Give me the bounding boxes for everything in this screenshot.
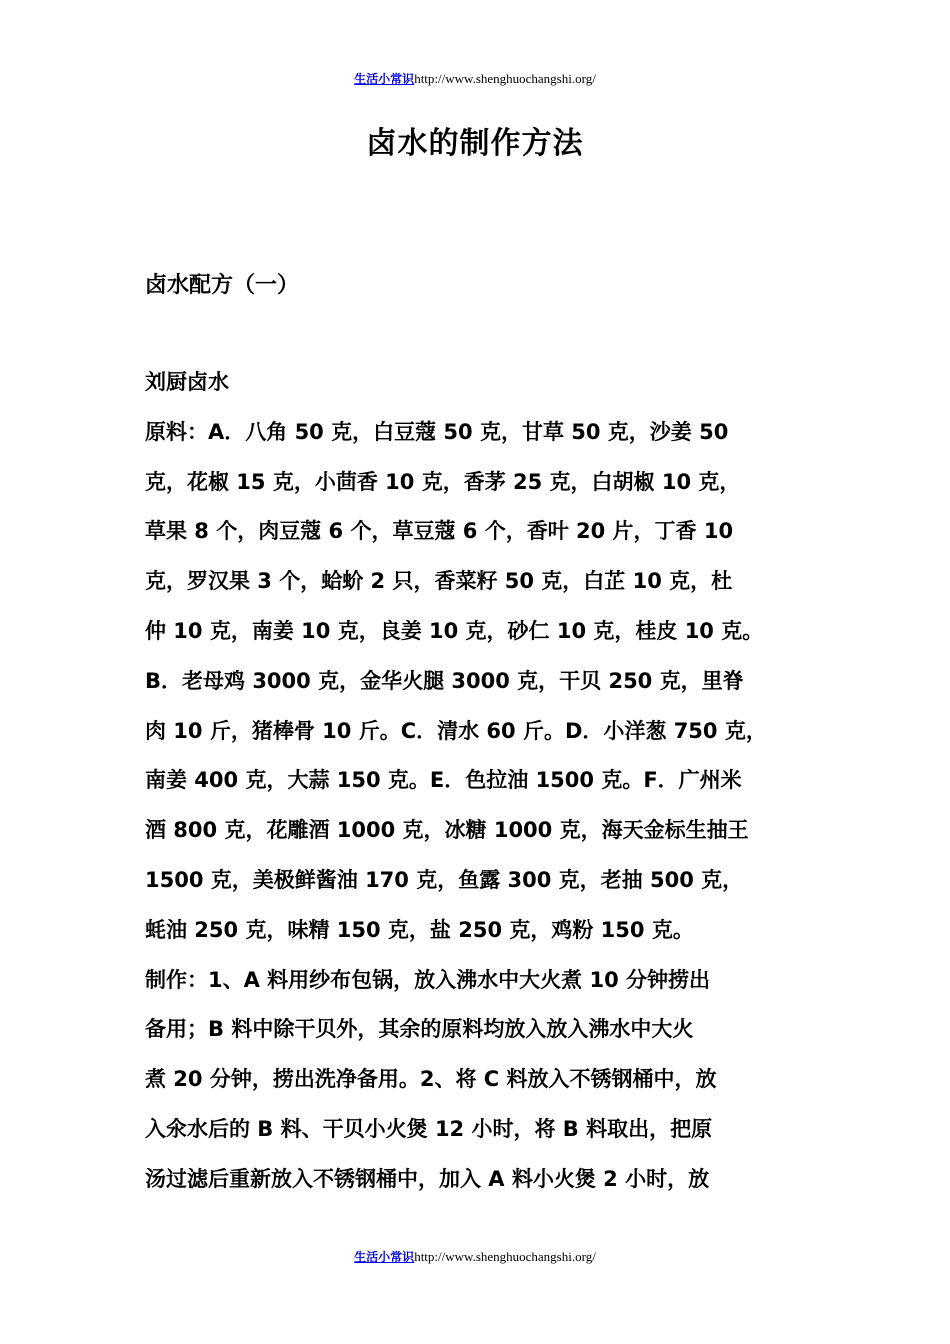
body-line: 克，花椒 15 克，小茴香 10 克，香茅 25 克，白胡椒 10 克， [145,469,741,494]
body-line: 汤过滤后重新放入不锈钢桶中，加入 A 料小火煲 2 小时，放 [145,1166,710,1191]
body-line: B．老母鸡 3000 克，金华火腿 3000 克，干贝 250 克，里脊 [145,668,744,693]
body-line: 南姜 400 克，大蒜 150 克。E．色拉油 1500 克。F．广州米 [145,768,742,793]
header-site-url: http://www.shenghuochangshi.org/ [414,71,596,86]
recipe-subheading: 刘厨卤水 [145,370,229,394]
body-line: 克，罗汉果 3 个，蛤蚧 2 只，香菜籽 50 克，白芷 10 克，杜 [145,569,733,594]
body-line: 制作：1、A 料用纱布包锅，放入沸水中大火煮 10 分钟捞出 [145,967,711,992]
body-line: 酒 800 克，花雕酒 1000 克，冰糖 1000 克，海天金标生抽王 [145,818,749,843]
body-line: 肉 10 斤，猪棒骨 10 斤。C．清水 60 斤。D．小洋葱 750 克， [145,718,767,743]
body-line: 仲 10 克，南姜 10 克，良姜 10 克，砂仁 10 克，桂皮 10 克。 [145,618,764,643]
body-line: 蚝油 250 克，味精 150 克，盐 250 克，鸡粉 150 克。 [145,917,694,942]
footer-site-link[interactable]: 生活小常识 [354,1250,415,1264]
header-site-link[interactable]: 生活小常识 [354,72,415,86]
body-line: 煮 20 分钟，捞出洗净备用。2、将 C 料放入不锈钢桶中，放 [145,1067,717,1092]
body-line: 1500 克，美极鲜酱油 170 克，鱼露 300 克，老抽 500 克， [145,867,744,892]
page-header [0,70,950,87]
page-footer [0,1248,950,1265]
section-heading: 卤水配方（一） [145,273,300,298]
body-line: 原料：A．八角 50 克，白豆蔻 50 克，甘草 50 克，沙姜 50 [145,419,729,444]
document-title: 卤水的制作方法 [366,126,584,161]
recipe-body [145,358,813,1205]
body-line: 入氽水后的 B 料、干贝小火煲 12 小时，将 B 料取出，把原 [145,1116,713,1141]
body-line: 草果 8 个，肉豆蔻 6 个，草豆蔻 6 个，香叶 20 片，丁香 10 [145,519,734,544]
body-line: 备用；B 料中除干贝外，其余的原料均放入放入沸水中大火 [145,1017,694,1042]
footer-site-url: http://www.shenghuochangshi.org/ [414,1249,596,1264]
